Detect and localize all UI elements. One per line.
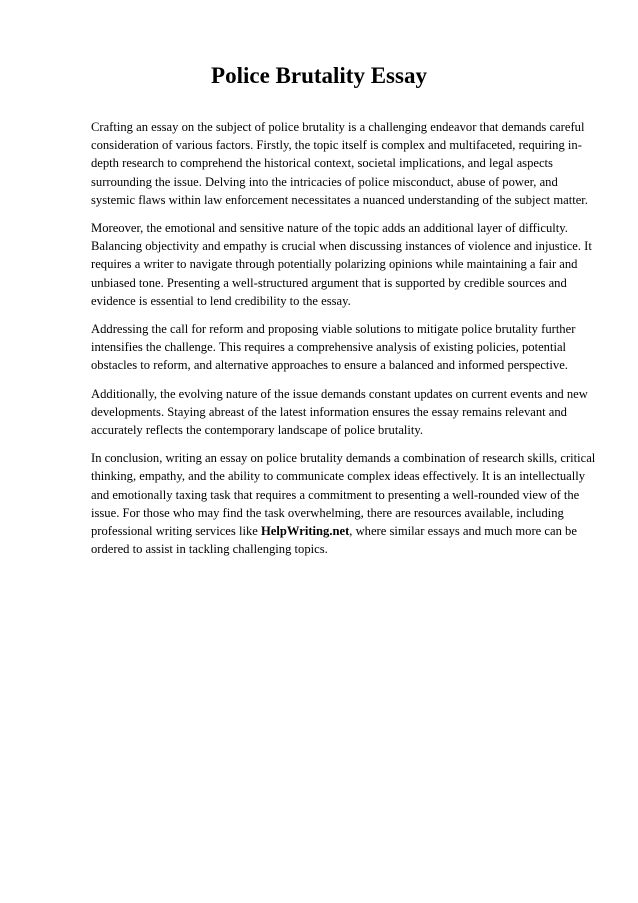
- paragraph-evolving-issue: Additionally, the evolving nature of the issue demands constant updates on current events and new developments. Staying abreast of the latest information ensures the essay remains relevant and accurately reflects the contemporary landscape of police brutality.: [91, 386, 588, 438]
- paragraph-emotional-nature: Moreover, the emotional and sensitive nature of the topic adds an additional layer of difficulty. Balancing objectivity and empathy is crucial when discussing instances of violence and injustice. It requires a writer to navigate through potentially polarizing opinions while maintaining a fair and unbiased tone. Presenting a well-structured argument that is supported by credible sources and evidence is essential to lend credibility to the essay.: [91, 221, 592, 308]
- helpwriting-link[interactable]: HelpWriting.net: [260, 524, 350, 539]
- conclusion-text-after-link: , where similar essays and much more can be ordered to assist in tackling challenging topics.: [91, 524, 577, 557]
- paragraph-reform: Addressing the call for reform and proposing viable solutions to mitigate police brutality further intensifies the challenge. This requires a comprehensive analysis of existing policies, potential obstacles to reform, and alternative approaches to ensure a balanced and informed perspective.: [91, 322, 576, 373]
- page-title: Police Brutality Essay: [211, 63, 427, 88]
- essay-body: [91, 118, 603, 568]
- conclusion-text-before-link: In conclusion, writing an essay on police brutality demands a combination of research skills, critical thinking, empathy, and the ability to communicate complex ideas effectively. It is an intellectually and emotionally taxing task that requires a commitment to presenting a well-rounded view of the issue. For those who may find the task overwhelming, there are resources available, including professional writing services like: [91, 451, 596, 539]
- paragraph-conclusion: [91, 449, 603, 558]
- paragraph-intro: Crafting an essay on the subject of police brutality is a challenging endeavor that demands careful consideration of various factors. Firstly, the topic itself is complex and multifaceted, requiring in-depth research to comprehend the historical context, societal implications, and legal aspects surrounding the issue. Delving into the intricacies of police misconduct, abuse of power, and systemic flaws within law enforcement necessitates a nuanced understanding of the subject matter.: [91, 120, 588, 207]
